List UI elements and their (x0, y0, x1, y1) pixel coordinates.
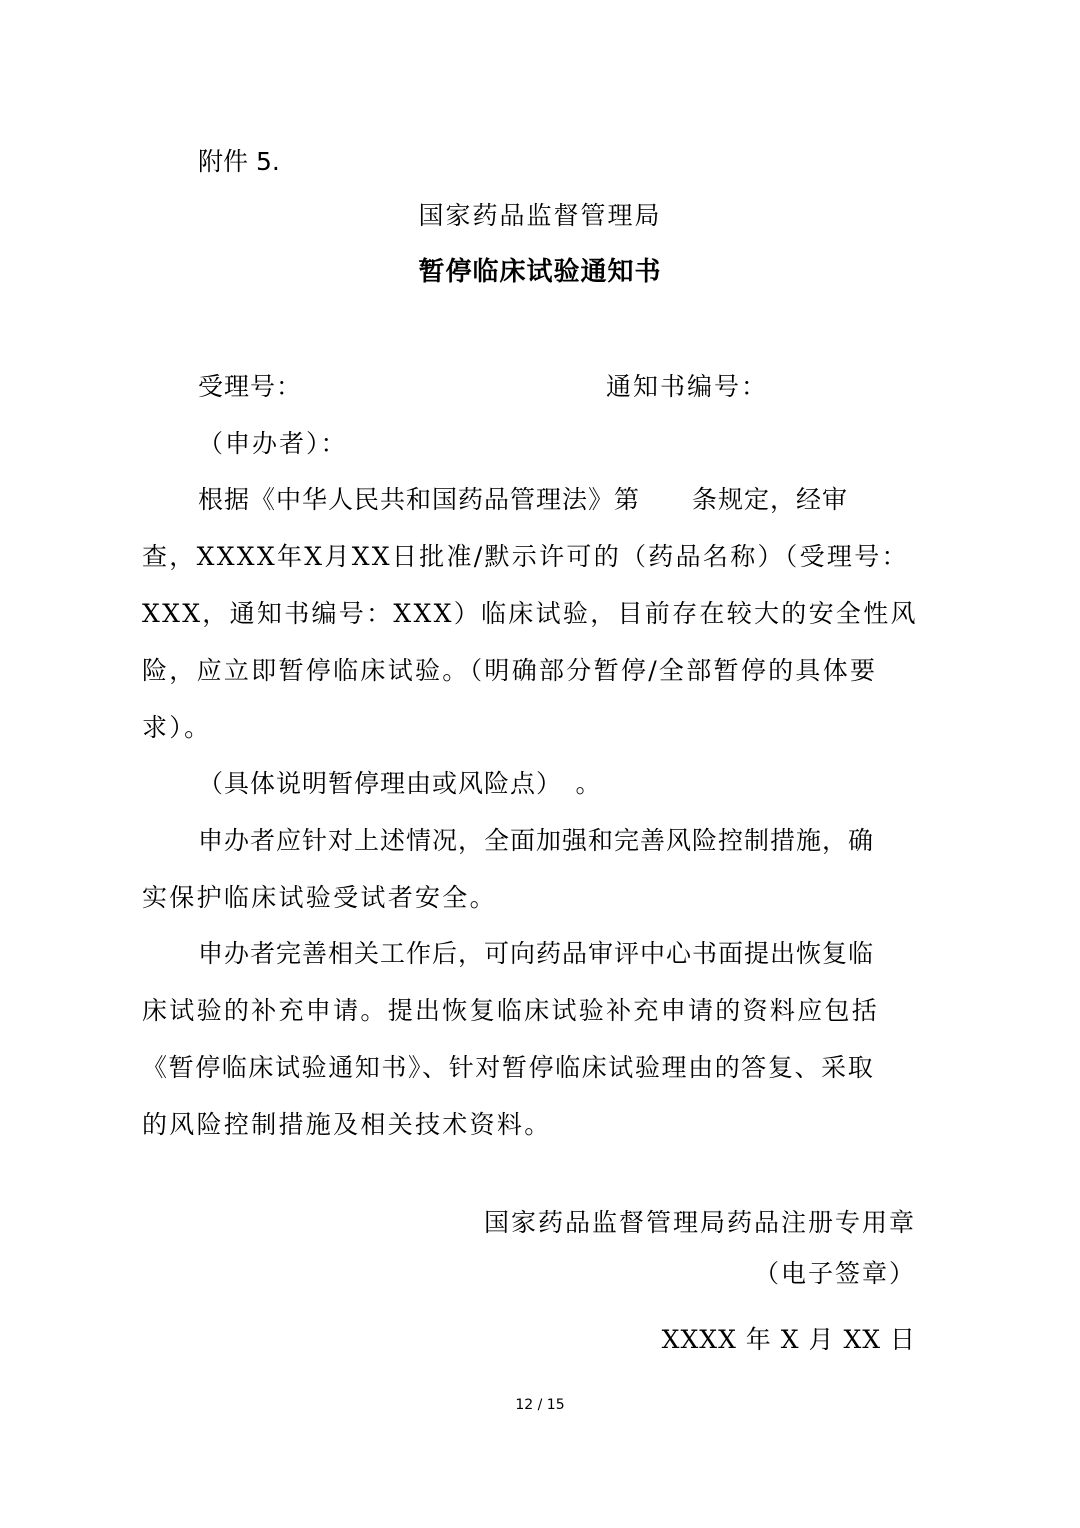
acceptance-no-label: 受理号： (198, 372, 303, 401)
paragraph-line: 床试验的补充申请。提出恢复临床试验补充申请的资料应包括 (142, 996, 880, 1025)
sponsor-line: （申办者）： (198, 429, 348, 458)
attachment-label: 附件 5. (198, 147, 280, 176)
paragraph-reason: （具体说明暂停理由或风险点） 。 (198, 769, 602, 798)
paragraph-line: 实保护临床试验受试者安全。 (142, 883, 497, 912)
seal-text: 国家药品监督管理局药品注册专用章 (483, 1208, 916, 1237)
paragraph-line: 求）。 (142, 713, 212, 742)
issuer-heading: 国家药品监督管理局 (418, 201, 662, 230)
paragraph-line: 申办者应针对上述情况，全面加强和完善风险控制措施，确 (198, 826, 875, 855)
paragraph-line: 申办者完善相关工作后，可向药品审评中心书面提出恢复临 (198, 939, 875, 968)
document-title: 暂停临床试验通知书 (418, 257, 662, 287)
paragraph-line: 《暂停临床试验通知书》、针对暂停临床试验理由的答复、采取 (142, 1053, 875, 1082)
page-number: 12 / 15 (515, 1397, 565, 1413)
signature-note: （电子签章） (753, 1259, 916, 1288)
paragraph-line: 根据《中华人民共和国药品管理法》第 条规定，经审 (198, 485, 849, 514)
paragraph-line: 的风险控制措施及相关技术资料。 (142, 1110, 552, 1139)
paragraph-line: XXX，通知书编号：XXX）临床试验，目前存在较大的安全性风 (142, 599, 918, 628)
document-date: XXXX 年 X 月 XX 日 (661, 1325, 916, 1354)
paragraph-line: 险，应立即暂停临床试验。（明确部分暂停/全部暂停的具体要 (142, 656, 878, 685)
paragraph-line: 查，XXXX年X月XX日批准/默示许可的（药品名称）（受理号： (142, 542, 909, 571)
notice-no-label: 通知书编号： (606, 372, 769, 401)
